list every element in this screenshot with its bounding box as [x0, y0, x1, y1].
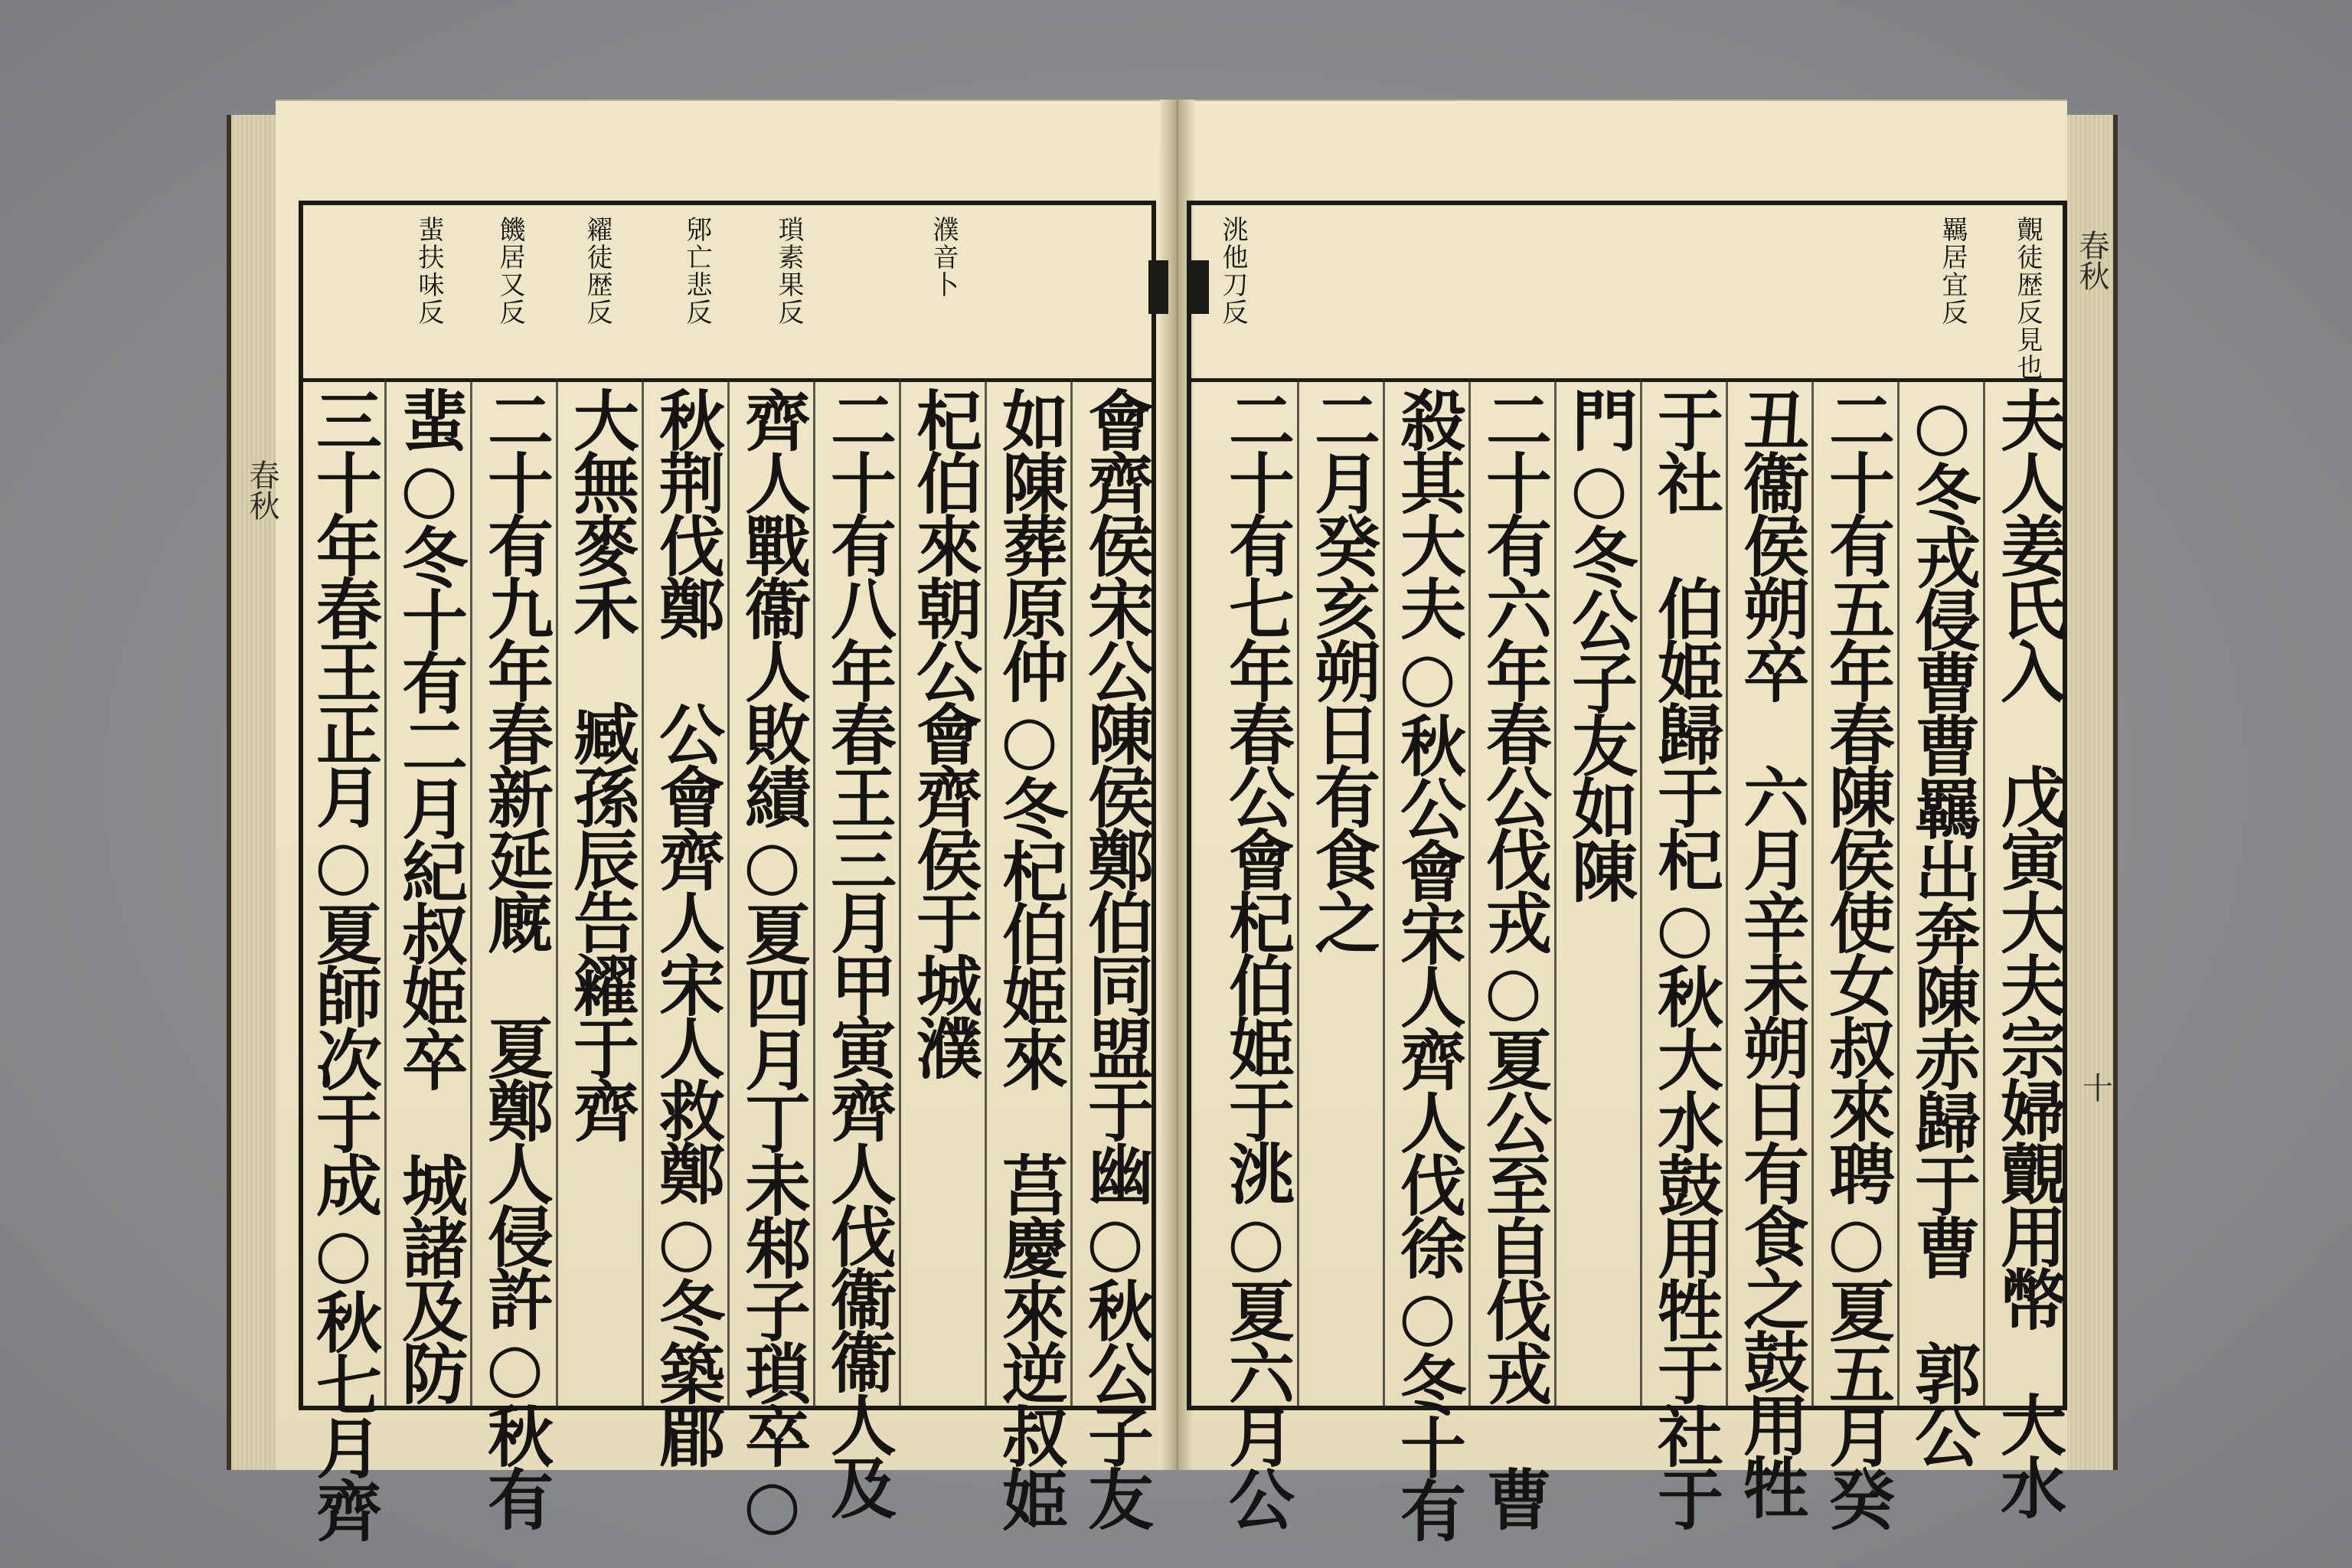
right-annotation-band: [1187, 201, 2067, 382]
text-column: 蜚○冬十有二月紀叔姫卒 城諸及防: [390, 387, 468, 1403]
annotation-note: 饑居又反: [495, 216, 525, 326]
text-column: 門○冬公子友如陳: [1560, 387, 1638, 900]
annotation-note: 瑣素果反: [773, 216, 804, 326]
annotation-note: 郳亡悲反: [681, 216, 712, 326]
annotation-note: 羈居宜反: [1937, 216, 1968, 326]
column-rule: [1383, 378, 1385, 1407]
text-column: 夫人姜氏入 戊寅大夫宗婦覿用幣 大水: [1989, 387, 2066, 1517]
column-rule: [1297, 378, 1299, 1407]
column-rule: [727, 378, 730, 1407]
text-column: 二十有六年春公伐戎○夏公至自伐戎 曹: [1475, 387, 1552, 1528]
text-column: 二月癸亥朔日有食之: [1303, 387, 1380, 952]
column-rule: [1897, 378, 1900, 1407]
column-rule: [813, 378, 815, 1407]
text-column: 二十有八年春王三月甲寅齊人伐衞衞人及: [819, 387, 897, 1517]
column-rule: [1640, 378, 1642, 1407]
text-column: ○冬戎侵曹曹羈出奔陳赤歸于曹 郭公: [1903, 387, 1981, 1465]
column-rule: [1468, 378, 1471, 1407]
annotation-note: 覿徒歴反見也: [2012, 216, 2043, 381]
text-column: 丑衞侯朔卒 六月辛未朔日有食之鼓用牲: [1732, 387, 1809, 1517]
text-column: 殺其大夫○秋公會宋人齊人伐徐○冬十有: [1389, 387, 1466, 1540]
column-rule: [384, 378, 387, 1407]
annotation-note: 濮音卜: [928, 216, 959, 299]
column-rule: [1811, 378, 1814, 1407]
column-rule: [985, 378, 987, 1407]
left-margin-title: 春秋: [244, 459, 279, 521]
page-number: 十: [2082, 1071, 2113, 1106]
annotation-note: 蜚扶味反: [413, 216, 444, 326]
column-rule: [556, 378, 558, 1407]
column-rule: [470, 378, 472, 1407]
text-column: 齊人戰衞人敗績○夏四月丁未邾子瑣卒○: [733, 387, 811, 1540]
text-column: 如陳葬原仲○冬杞伯姫來 莒慶來逆叔姫: [991, 387, 1068, 1528]
fold-mark-left: [1148, 260, 1168, 314]
text-column: 二十有七年春公會杞伯姫于洮○夏六月公: [1217, 387, 1295, 1528]
right-margin-title: 春秋: [2074, 230, 2109, 291]
text-column: 二十有九年春新延廐 夏鄭人侵許○秋有: [476, 387, 554, 1528]
text-column: 秋荆伐鄭 公會齊人宋人救鄭○冬築郿: [648, 387, 725, 1465]
annotation-note: 糴徒歴反: [582, 216, 612, 326]
column-rule: [1554, 378, 1557, 1407]
text-column: 二十有五年春陳侯使女叔來聘○夏五月癸: [1818, 387, 1895, 1528]
annotation-note: 洮他刀反: [1217, 216, 1248, 326]
text-column: 杞伯來朝公會齊侯于城濮: [905, 387, 982, 1077]
page-block-right: [2060, 115, 2118, 1470]
text-column: 大無麥禾 臧孫辰告糴于齊: [562, 387, 639, 1140]
text-column: 于社 伯姫歸于杞○秋大水鼓用牲于社于: [1646, 387, 1723, 1528]
column-rule: [899, 378, 901, 1407]
column-rule: [1726, 378, 1728, 1407]
text-column: 會齊侯宋公陳侯鄭伯同盟于幽○秋公子友: [1076, 387, 1154, 1528]
column-rule: [642, 378, 644, 1407]
text-column: 三十年春王正月○夏師次于成○秋七月齊: [305, 387, 382, 1540]
fold-mark-right: [1189, 260, 1209, 314]
column-rule: [1070, 378, 1073, 1407]
column-rule: [1983, 378, 1985, 1407]
